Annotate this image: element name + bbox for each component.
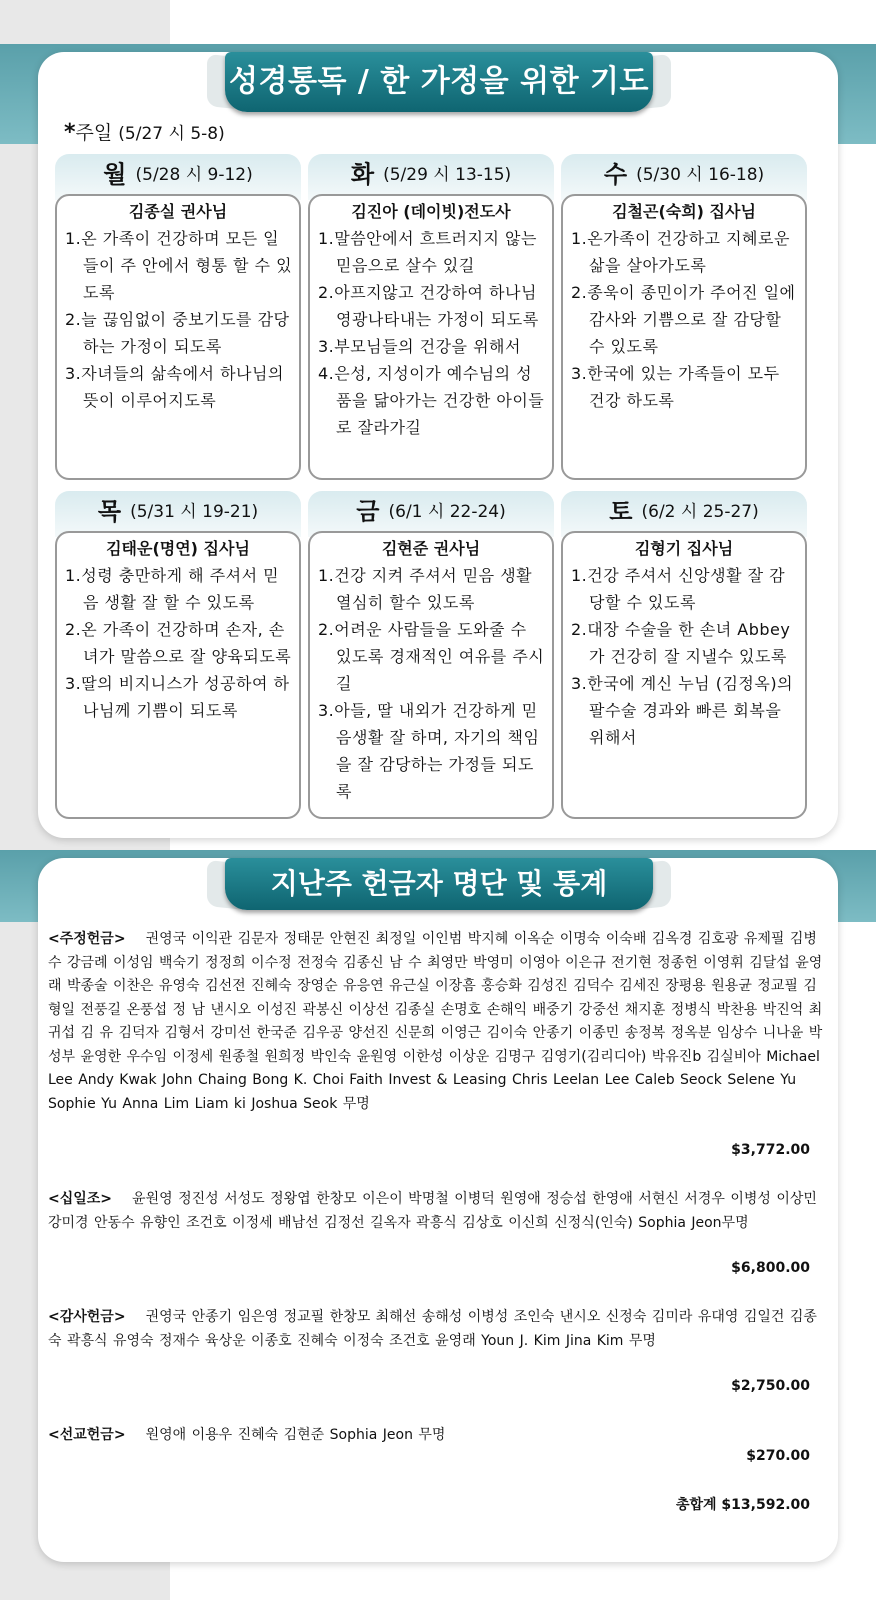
prayer-item: 1.말씀안에서 흐트러지지 않는 믿음으로 살수 있길 xyxy=(318,229,537,275)
prayer-leader: 김형기 집사님 xyxy=(634,539,734,558)
prayer-item: 2.온 가족이 건강하며 손자, 손녀가 말씀으로 잘 양육되도록 xyxy=(65,620,292,666)
sunday-label: 주일 xyxy=(75,122,113,144)
prayer-leader: 김철곤(숙희) 집사님 xyxy=(612,202,756,221)
day-range: (5/28 시 9-12) xyxy=(135,164,253,185)
day-name: 수 xyxy=(603,160,627,189)
offering-total: 총합계 $13,592.00 xyxy=(675,1497,810,1513)
prayer-item: 2.어려운 사람들을 도와줄 수 있도록 경재적인 여유를 주시길 xyxy=(318,620,545,693)
prayer-item: 1.온 가족이 건강하며 모든 일들이 주 안에서 형통 할 수 있도록 xyxy=(65,229,293,302)
prayer-box xyxy=(561,531,807,819)
prayer-item: 4.은성, 지성이가 예수님의 성품을 닮아가는 건강한 아이들로 잘라가길 xyxy=(318,364,545,437)
offering-label: <주정헌금> xyxy=(48,931,126,947)
prayer-item: 1.성령 충만하게 해 주셔서 믿음 생활 잘 할 수 있도록 xyxy=(65,566,280,612)
prayer-leader: 김종실 권사님 xyxy=(128,202,228,221)
donor-names: 권영국 이익관 김문자 정태문 안현진 최정일 이인범 박지혜 이옥순 이명숙 이숙배 김옥경 김호광 유제필 김병수 강금례 이성임 백숙기 정정희 이수정 전정숙 김종신 남 수 최영만 박영미 이영아 이은규 전기현 정종헌 이영휘 김달섭 윤영래 박종술 이찬은 유영숙 김선전 진혜숙 장영순 유응연 유근실 이장흠 홍승화 김성진 김덕수 김세진 장평용 원용균 정교필 김형일 전풍길 온풍섭 정 남 낸시오 이성진 곽봉신 이상선 김종실 손명호 손해익 배중기 강중선 채지훈 정병식 박찬용 박진억 최귀섭 김 유 김덕자 김형서 강미선 한국준 김우공 양선진 신문희 이영근 김이숙 안종기 이종민 송정복 정옥분 임상수 니나윤 박성부 윤영한 우수임 이정세 원종철 원희정 박인숙 윤원영 이한성 이상운 김명구 김영기(김리디아) 박유진b 김실비아 Michael Lee Andy Kwak John Chaing Bong K. Choi Faith Invest & Leasing Chris Leelan Lee Caleb Seock Selene Yu Sophie Yu Anna Lim Liam ki Joshua Seok 무명 xyxy=(48,931,823,1112)
prayer-item: 3.딸의 비지니스가 성공하여 하나님께 기쁨이 되도록 xyxy=(65,674,290,720)
prayer-item: 1.건강 지켜 주셔서 믿음 생활 열심히 할수 있도록 xyxy=(318,566,533,612)
day-range: (6/1 시 22-24) xyxy=(388,501,506,522)
offering-amount: $2,750.00 xyxy=(731,1378,810,1394)
prayer-item: 3.부모님들의 건강을 위해서 xyxy=(318,337,521,356)
prayer-item: 2.아프지않고 건강하여 하나님 영광나타내는 가정이 되도록 xyxy=(318,283,539,329)
offering-label: <십일조> xyxy=(48,1191,113,1207)
prayer-box xyxy=(561,194,807,480)
donor-names: 원영애 이용우 진혜숙 김현준 Sophia Jeon 무명 xyxy=(145,1427,446,1443)
offering-title: 지난주 헌금자 명단 및 통계 xyxy=(225,858,653,910)
offering-amount: $3,772.00 xyxy=(731,1142,810,1158)
prayer-item: 3.자녀들의 삶속에서 하나님의 뜻이 이루어지도록 xyxy=(65,364,284,410)
donor-names: 윤원영 정진성 서성도 정왕엽 한창모 이은이 박명철 이병덕 원영애 정승섭 한영애 서현신 서경우 이병성 이상민 강미경 안동수 유향인 조건호 이정세 배남선 김정선 길옥자 곽흥식 김상호 이신희 신정식(인숙) Sophia Jeon무명 xyxy=(48,1191,817,1231)
prayer-leader: 김태운(명연) 집사님 xyxy=(106,539,250,558)
prayer-item: 1.건강 주셔서 신앙생활 잘 감당할 수 있도록 xyxy=(571,566,786,612)
offering-amount: $270.00 xyxy=(746,1448,810,1464)
prayer-box xyxy=(55,531,301,819)
offering-tithe xyxy=(48,1188,826,1235)
day-name: 목 xyxy=(97,497,121,526)
prayer-box xyxy=(55,194,301,480)
offering-title-ribbon xyxy=(225,858,653,912)
prayer-leader: 김현준 권사님 xyxy=(381,539,481,558)
donor-names: 권영국 안종기 임은영 정교필 한창모 최해선 송해성 이병성 조인숙 낸시오 신정숙 김미라 유대영 김일건 김종숙 곽흥식 유영숙 정재수 육상운 이종호 진혜숙 이정숙 조건호 윤영래 Youn J. Kim Jina Kim 무명 xyxy=(48,1309,817,1349)
day-range: (6/2 시 25-27) xyxy=(641,501,759,522)
prayer-item: 3.아들, 딸 내외가 건강하게 믿음생활 잘 하며, 자기의 책임을 잘 감당하는 가정들 되도록 xyxy=(318,701,540,801)
offering-thanks xyxy=(48,1306,826,1353)
day-range: (5/30 시 16-18) xyxy=(636,164,765,185)
day-name: 월 xyxy=(103,160,127,189)
prayer-item: 2.종욱이 종민이가 주어진 일에 감사와 기쁨으로 잘 감당할 수 있도록 xyxy=(571,283,796,356)
prayer-box xyxy=(308,194,554,480)
day-name: 금 xyxy=(356,497,380,526)
day-name: 화 xyxy=(350,160,374,189)
sunday-reading: *주일 (5/27 시 5-8) xyxy=(64,120,225,145)
prayer-title: 성경통독 / 한 가정을 위한 기도 xyxy=(225,52,653,112)
offering-label: <선교헌금> xyxy=(48,1427,126,1443)
day-range: (5/31 시 19-21) xyxy=(130,501,259,522)
prayer-item: 2.대장 수술을 한 손녀 Abbey가 건강히 잘 지낼수 있도록 xyxy=(571,620,791,666)
sunday-range: (5/27 시 5-8) xyxy=(118,124,225,144)
offering-amount: $6,800.00 xyxy=(731,1260,810,1276)
prayer-title-ribbon xyxy=(225,52,653,114)
prayer-leader: 김진아 (데이빗)전도사 xyxy=(351,202,511,221)
prayer-box xyxy=(308,531,554,819)
prayer-item: 3.한국에 계신 누님 (김정옥)의 팔수술 경과와 빠른 회복을 위해서 xyxy=(571,674,794,747)
day-range: (5/29 시 13-15) xyxy=(383,164,512,185)
prayer-item: 1.온가족이 건강하고 지혜로운 삶을 살아가도록 xyxy=(571,229,790,275)
offering-label: <감사헌금> xyxy=(48,1309,126,1325)
prayer-item: 3.한국에 있는 가족들이 모두 건강 하도록 xyxy=(571,364,780,410)
offering-mission xyxy=(48,1424,826,1448)
day-name: 토 xyxy=(609,497,633,526)
prayer-item: 2.늘 끊임없이 중보기도를 감당하는 가정이 되도록 xyxy=(65,310,290,356)
offering-tithe-weekly xyxy=(48,928,826,1116)
